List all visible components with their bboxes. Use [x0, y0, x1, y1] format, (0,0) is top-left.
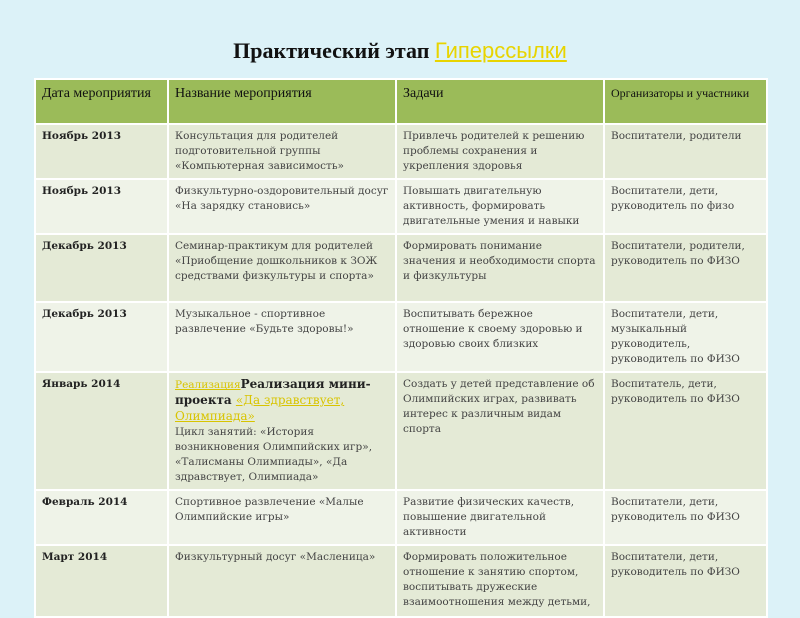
header-date: Дата мероприятия: [35, 79, 168, 124]
table-row: [35, 545, 767, 617]
cell-tasks: Формировать понимание значения и необходимости спорта и физкультуры: [396, 234, 604, 302]
cell-tasks: Развитие физических качеств, повышение двигательной активности: [396, 490, 604, 545]
cell-date: Декабрь 2013: [35, 234, 168, 302]
cell-name: Спортивное развлечение «Малые Олимпийские игры»: [168, 490, 396, 545]
cell-name: [168, 372, 396, 490]
cell-name: Физкультурно-оздоровительный досуг «На зарядку становись»: [168, 179, 396, 234]
title-text: Практический этап: [233, 38, 430, 63]
cell-date: Декабрь 2013: [35, 302, 168, 372]
cell-org: Воспитатели, дети, руководитель по физо: [604, 179, 767, 234]
header-organizers: Организаторы и участники: [604, 79, 767, 124]
cell-org: Воспитатели, родители: [604, 124, 767, 179]
table-row: [35, 234, 767, 302]
realization-link[interactable]: Реализация: [175, 379, 241, 391]
header-name: Название мероприятия: [168, 79, 396, 124]
cell-name-text: Цикл занятий: «История возникновения Олимпийских игр», «Талисманы Олимпиады», «Да здравствует, Олимпиада»: [175, 426, 373, 483]
cell-name: Музыкальное - спортивное развлечение «Будьте здоровы!»: [168, 302, 396, 372]
cell-date: Январь 2014: [35, 372, 168, 490]
cell-name: Семинар-практикум для родителей «Приобщение дошкольников к ЗОЖ средствами физкультуры и спорта»: [168, 234, 396, 302]
table-row: [35, 124, 767, 179]
cell-org: Воспитатели, дети, руководитель по ФИЗО: [604, 545, 767, 617]
events-table: [34, 78, 768, 618]
table-row: [35, 490, 767, 545]
page-title: [0, 38, 800, 64]
project-title: Реализация мини-проекта: [175, 377, 371, 407]
olympiad-link[interactable]: «Да здравствует, Олимпиада»: [175, 393, 345, 423]
cell-org: Воспитатели, дети, музыкальный руководитель, руководитель по ФИЗО: [604, 302, 767, 372]
cell-date: Ноябрь 2013: [35, 179, 168, 234]
table-row: [35, 302, 767, 372]
cell-date: Ноябрь 2013: [35, 124, 168, 179]
cell-org: Воспитатель, дети, руководитель по ФИЗО: [604, 372, 767, 490]
table-header: [35, 79, 767, 124]
cell-tasks: Повышать двигательную активность, формировать двигательные умения и навыки: [396, 179, 604, 234]
cell-name: Консультация для родителей подготовительной группы «Компьютерная зависимость»: [168, 124, 396, 179]
cell-tasks: Воспитывать бережное отношение к своему здоровью и здоровью своих близких: [396, 302, 604, 372]
cell-org: Воспитатели, дети, руководитель по ФИЗО: [604, 490, 767, 545]
cell-date: Февраль 2014: [35, 490, 168, 545]
table-row: [35, 372, 767, 490]
table-row: [35, 179, 767, 234]
hyperlinks-link[interactable]: Гиперссылки: [434, 38, 567, 63]
cell-date: Март 2014: [35, 545, 168, 617]
cell-tasks: Создать у детей представление об Олимпийских играх, развивать интерес к различным видам спорта: [396, 372, 604, 490]
cell-name: Физкультурный досуг «Масленица»: [168, 545, 396, 617]
cell-tasks: Формировать положительное отношение к занятию спортом, воспитывать дружеские взаимоотношения между детьми,: [396, 545, 604, 617]
cell-org: Воспитатели, родители, руководитель по ФИЗО: [604, 234, 767, 302]
header-tasks: Задачи: [396, 79, 604, 124]
cell-tasks: Привлечь родителей к решению проблемы сохранения и укрепления здоровья: [396, 124, 604, 179]
